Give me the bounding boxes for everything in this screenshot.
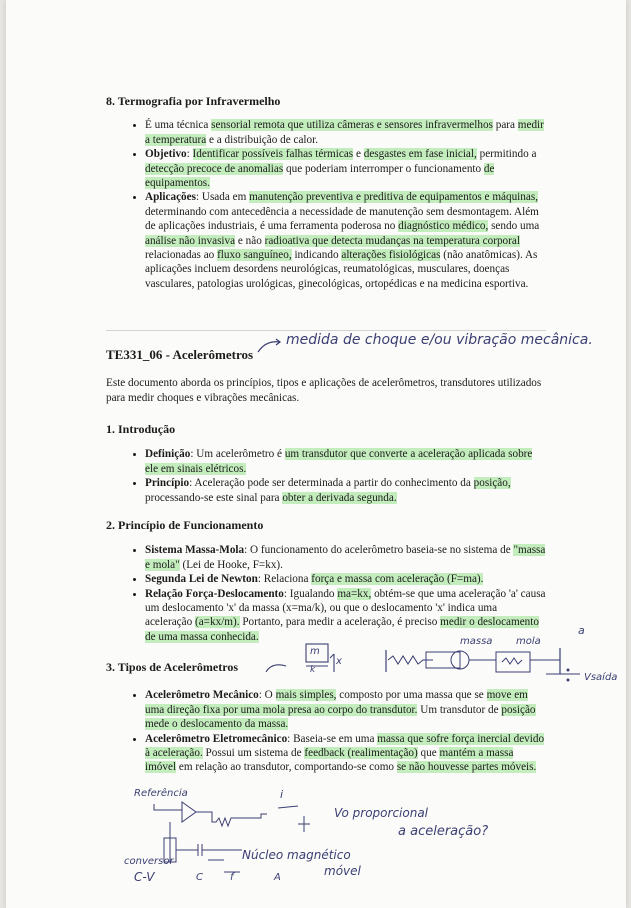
bullet-label: Sistema Massa-Mola [145, 544, 245, 557]
handwritten-a2: A [274, 872, 281, 883]
section-principio [106, 518, 546, 644]
bullet-label: Objetivo [145, 148, 187, 161]
text: obtém-se que uma aceleração 'a' causa um deslocamento 'x' da massa (x=ma/k), ou que o deslocamento 'x' indica uma aceleração [145, 587, 546, 629]
list-item [145, 476, 546, 505]
highlight: posição, [473, 477, 511, 490]
text: : Usada em [195, 191, 250, 204]
document-header [106, 348, 546, 405]
highlight: um transdutor que converte a aceleração aplicada sobre ele em sinais elétricos. [145, 448, 533, 475]
list-item [145, 732, 546, 775]
handwritten-conversor: conversor [124, 856, 174, 867]
highlight: alterações fisiológicas [341, 249, 441, 262]
text: : Um acelerômetro é [190, 448, 285, 461]
text: e a distribuição de calor. [206, 133, 319, 146]
section-heading: 3. Tipos de Acelerômetros [106, 660, 238, 674]
text: e não [235, 234, 265, 247]
highlight: medir a temperatura [145, 119, 544, 146]
text: para [492, 119, 518, 132]
highlight: mais simples, [275, 689, 337, 702]
handwritten-vsaida: Vsaída [584, 672, 618, 683]
handwritten-c: C [196, 872, 203, 883]
electromechanical-sketch [146, 798, 336, 888]
text: Um transdutor de [417, 703, 502, 716]
text: : O funcionamento do acelerômetro baseia-se no sistema de [244, 544, 514, 557]
document-intro: Este documento aborda os princípios, tipos e aplicações de acelerômetros, transdutores utilizados para medir choques e vibrações mecânicas. [106, 377, 542, 404]
text: : Relaciona [257, 573, 312, 586]
bullet-label: Princípio [145, 477, 190, 490]
bullet-list [106, 447, 546, 505]
highlight: radioativa que detecta mudanças na temperatura corporal [264, 234, 520, 247]
handwritten-referencia: Referência [134, 788, 188, 799]
highlight: obter a derivada segunda. [282, 491, 397, 504]
text: que [417, 747, 440, 760]
highlight: (a=kx/m). [194, 616, 240, 629]
text: indicando [291, 249, 342, 262]
document-page [6, 0, 626, 908]
text: processando-se este sinal para [145, 491, 283, 504]
highlight: análise não invasiva [145, 234, 236, 247]
section-heading: 2. Princípio de Funcionamento [106, 518, 264, 532]
bullet-label: Relação Força-Deslocamento [145, 587, 284, 600]
handwritten-movel: móvel [324, 864, 361, 878]
section-heading: 1. Introdução [106, 422, 176, 436]
highlight: posição mede o deslocamento da massa. [145, 703, 536, 731]
highlight: feedback (realimentação) [304, 747, 418, 760]
bullet-label: Aplicações [145, 191, 196, 204]
handwritten-i: i [280, 788, 284, 801]
handwritten-x: x [336, 656, 342, 667]
highlight: "massa e mola" [145, 544, 546, 571]
highlight: diagnóstico médico, [398, 220, 489, 233]
hand-arrow-icon [256, 336, 284, 356]
bullet-list [106, 543, 546, 644]
text: composto por uma massa que se [336, 689, 487, 702]
text: É uma técnica [145, 119, 212, 132]
text: permitindo a [476, 148, 537, 161]
text: que poderiam interromper o funcionamento [283, 162, 484, 175]
section-heading: 8. Termografia por Infravermelho [106, 94, 281, 108]
highlight: se não houvesse partes móveis. [396, 761, 537, 774]
list-item [145, 147, 546, 190]
handwritten-m: m [310, 646, 320, 657]
handwritten-mola: mola [516, 636, 541, 647]
highlight: move em uma direção fixa por uma mola presa ao corpo do transdutor. [145, 689, 528, 716]
handwritten-vo-note-2: a aceleração? [398, 824, 489, 839]
handwritten-cv: C-V [134, 870, 155, 884]
text: : O [258, 689, 276, 702]
text: : Igualando [283, 587, 338, 600]
text: Possui um sistema de [202, 747, 305, 760]
list-item [145, 543, 546, 572]
highlight: mantém a massa imóvel [145, 747, 514, 774]
handwritten-k: k [310, 665, 316, 675]
document-title: TE331_06 - Acelerômetros [106, 347, 254, 362]
text: : [186, 148, 193, 161]
text: determinando com antecedência a necessidade de manutenção sem desmontagem. Além de aplicações industriais, é uma ferramenta poderosa no [145, 205, 539, 233]
bullet-list [106, 118, 546, 291]
text: relacionadas ao [145, 249, 218, 262]
highlight: detecção precoce de anomalias [145, 162, 284, 175]
handwritten-f: f [230, 872, 234, 883]
handwritten-note-title: medida de choque e/ou vibração mecânica. [286, 332, 593, 348]
highlight: ma=kx, [337, 587, 372, 600]
highlight: medir o deslocamento de uma massa conhecida. [145, 616, 539, 643]
highlight: manutenção preventiva e preditiva de equipamentos e máquinas, [249, 191, 538, 204]
handwritten-nucleo: Núcleo magnético [242, 848, 351, 862]
bullet-label: Acelerômetro Mecânico [145, 689, 259, 702]
list-item [145, 118, 546, 147]
highlight: força e massa com aceleração (F=ma). [311, 573, 484, 586]
text: em relação ao transdutor, comportando-se como [176, 761, 397, 774]
highlight: massa que sofre força inercial devido à aceleração. [145, 732, 545, 760]
text: sendo uma [488, 220, 540, 233]
list-item [145, 190, 546, 291]
handwritten-a: a [578, 624, 585, 637]
highlight: sensorial remota que utiliza câmeras e sensores infravermelhos [211, 119, 493, 132]
bullet-label: Acelerômetro Eletromecânico [145, 732, 288, 745]
bullet-label: Segunda Lei de Newton [145, 573, 258, 586]
handwritten-massa: massa [460, 636, 493, 647]
highlight: fluxo sanguíneo, [217, 249, 292, 262]
section-termografia [106, 94, 546, 291]
text: : Baseia-se em uma [287, 732, 378, 745]
text: e [353, 148, 364, 161]
list-item [145, 572, 546, 586]
handwritten-vo-note: Vo proporcional [334, 806, 429, 820]
text: : Aceleração pode ser determinada a partir do conhecimento da [189, 477, 474, 490]
highlight: desgastes em fase inicial, [363, 148, 477, 161]
text: (não anatômicas). As aplicações incluem desordens neurológicas, reumatológicas, musculares, doenças vasculares, patologias urológicas, ginecológicas, ortopédicas e na medicina esportiva. [145, 249, 538, 290]
section-introducao [106, 422, 546, 505]
bullet-list [106, 688, 546, 774]
list-item [145, 447, 546, 476]
bullet-label: Definição [145, 448, 191, 461]
text: (Lei de Hooke, F=kx). [179, 558, 283, 571]
highlight: de equipamentos. [145, 162, 495, 190]
list-item [145, 688, 546, 731]
highlight: Identificar possíveis falhas térmicas [192, 148, 354, 161]
text: Portanto, para medir a aceleração, é preciso [239, 616, 441, 629]
